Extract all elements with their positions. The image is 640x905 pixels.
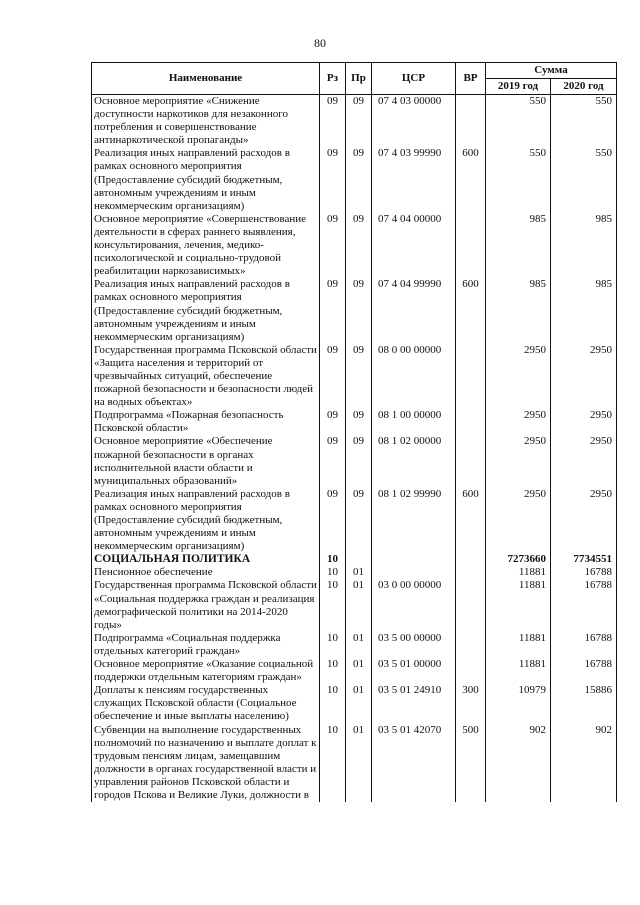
cell-name: Основное мероприятие «Совершенствование деятельности в сферах раннего выявления, консультирования, лечения, медико-психологической и социально-трудовой реабилитации наркозависимых» [92, 213, 320, 278]
cell-2019: 10979 [486, 684, 551, 723]
cell-name: Субвенции на выполнение государственных полномочий по назначению и выплате доплат к трудовым пенсиям лицам, замещавшим должности в органах государственной власти и управления районов Псковской области и городов Пскова и Великие Луки, должности в [92, 724, 320, 803]
cell-name: Государственная программа Псковской области «Защита населения и территорий от чрезвычайных ситуаций, обеспечение пожарной безопасности и безопасности людей на водных объектах» [92, 344, 320, 409]
header-vr: ВР [456, 63, 486, 95]
table-body [92, 95, 617, 803]
cell-2020: 2950 [551, 488, 617, 553]
cell-vr [456, 95, 486, 148]
cell-csr: 03 0 00 00000 [372, 579, 456, 631]
page-number: 80 [314, 36, 326, 50]
table-row [92, 684, 617, 723]
cell-csr: 03 5 01 42070 [372, 724, 456, 803]
budget-table [91, 62, 617, 802]
cell-vr [456, 213, 486, 278]
table-row [92, 632, 617, 658]
cell-vr [456, 566, 486, 579]
cell-rz: 10 [320, 632, 346, 658]
cell-name: Пенсионное обеспечение [92, 566, 320, 579]
cell-csr: 08 1 02 00000 [372, 435, 456, 487]
cell-pr: 09 [346, 213, 372, 278]
cell-csr [372, 566, 456, 579]
cell-2020: 902 [551, 724, 617, 803]
cell-vr [456, 344, 486, 409]
cell-rz: 09 [320, 213, 346, 278]
cell-2019: 2950 [486, 488, 551, 553]
cell-vr: 500 [456, 724, 486, 803]
header-sum: Сумма [486, 63, 617, 79]
cell-2019: 11881 [486, 658, 551, 684]
cell-2019: 2950 [486, 435, 551, 487]
cell-2019: 550 [486, 147, 551, 212]
cell-2020: 550 [551, 95, 617, 148]
cell-2019: 11881 [486, 632, 551, 658]
table-row [92, 95, 617, 148]
header-rz: Рз [320, 63, 346, 95]
cell-name: СОЦИАЛЬНАЯ ПОЛИТИКА [92, 553, 320, 566]
cell-2019: 985 [486, 278, 551, 343]
cell-rz: 10 [320, 684, 346, 723]
cell-vr: 600 [456, 147, 486, 212]
header-2020: 2020 год [551, 79, 617, 95]
table-row [92, 344, 617, 409]
cell-vr [456, 435, 486, 487]
cell-2020: 985 [551, 213, 617, 278]
cell-2019: 550 [486, 95, 551, 148]
cell-csr: 08 0 00 00000 [372, 344, 456, 409]
header-pr: Пр [346, 63, 372, 95]
header-name: Наименование [92, 63, 320, 95]
cell-csr: 07 4 04 00000 [372, 213, 456, 278]
cell-vr [456, 658, 486, 684]
cell-vr [456, 579, 486, 631]
table-row [92, 213, 617, 278]
cell-2019: 7273660 [486, 553, 551, 566]
cell-vr [456, 632, 486, 658]
cell-rz: 09 [320, 147, 346, 212]
cell-pr: 01 [346, 566, 372, 579]
cell-2019: 2950 [486, 409, 551, 435]
cell-2020: 16788 [551, 658, 617, 684]
cell-2020: 550 [551, 147, 617, 212]
table-row [92, 147, 617, 212]
table-row [92, 278, 617, 343]
cell-rz: 10 [320, 553, 346, 566]
cell-name: Реализация иных направлений расходов в рамках основного мероприятия (Предоставление субсидий бюджетным, автономным учреждениям и иным некоммерческим организациям) [92, 278, 320, 343]
cell-vr [456, 553, 486, 566]
table-row [92, 579, 617, 631]
cell-pr: 09 [346, 344, 372, 409]
cell-pr: 09 [346, 95, 372, 148]
cell-rz: 09 [320, 344, 346, 409]
cell-2020: 985 [551, 278, 617, 343]
cell-2020: 2950 [551, 344, 617, 409]
cell-csr: 03 5 01 00000 [372, 658, 456, 684]
cell-vr: 600 [456, 488, 486, 553]
cell-rz: 09 [320, 435, 346, 487]
cell-2020: 15886 [551, 684, 617, 723]
table-row [92, 658, 617, 684]
cell-name: Реализация иных направлений расходов в рамках основного мероприятия (Предоставление субсидий бюджетным, автономным учреждениям и иным некоммерческим организациям) [92, 488, 320, 553]
header-2019: 2019 год [486, 79, 551, 95]
cell-pr: 01 [346, 579, 372, 631]
header-csr: ЦСР [372, 63, 456, 95]
cell-pr: 01 [346, 658, 372, 684]
cell-name: Основное мероприятие «Обеспечение пожарной безопасности в органах исполнительной власти области и муниципальных образований» [92, 435, 320, 487]
cell-2020: 2950 [551, 409, 617, 435]
cell-vr: 300 [456, 684, 486, 723]
cell-name: Основное мероприятие «Снижение доступности наркотиков для незаконного потребления и совершенствование антинаркотической пропаганды» [92, 95, 320, 148]
cell-pr: 09 [346, 409, 372, 435]
cell-csr: 07 4 04 99990 [372, 278, 456, 343]
cell-pr [346, 553, 372, 566]
table-header [92, 63, 617, 95]
cell-rz: 10 [320, 724, 346, 803]
cell-csr: 08 1 02 99990 [372, 488, 456, 553]
cell-2019: 985 [486, 213, 551, 278]
cell-pr: 09 [346, 488, 372, 553]
cell-rz: 10 [320, 579, 346, 631]
cell-csr: 07 4 03 99990 [372, 147, 456, 212]
cell-pr: 09 [346, 278, 372, 343]
table-row [92, 435, 617, 487]
cell-vr [456, 409, 486, 435]
cell-2019: 11881 [486, 566, 551, 579]
cell-rz: 09 [320, 278, 346, 343]
cell-name: Реализация иных направлений расходов в рамках основного мероприятия (Предоставление субсидий бюджетным, автономным учреждениям и иным некоммерческим организациям) [92, 147, 320, 212]
cell-name: Основное мероприятие «Оказание социальной поддержки отдельным категориям граждан» [92, 658, 320, 684]
table-row [92, 409, 617, 435]
cell-name: Подпрограмма «Социальная поддержка отдельных категорий граждан» [92, 632, 320, 658]
cell-rz: 09 [320, 95, 346, 148]
cell-2019: 11881 [486, 579, 551, 631]
cell-rz: 10 [320, 566, 346, 579]
cell-name: Государственная программа Псковской области «Социальная поддержка граждан и реализация демографической политики на 2014-2020 годы» [92, 579, 320, 631]
cell-name: Подпрограмма «Пожарная безопасность Псковской области» [92, 409, 320, 435]
cell-pr: 09 [346, 435, 372, 487]
table-row [92, 566, 617, 579]
cell-pr: 01 [346, 684, 372, 723]
cell-csr: 07 4 03 00000 [372, 95, 456, 148]
cell-rz: 09 [320, 409, 346, 435]
cell-rz: 09 [320, 488, 346, 553]
section-row [92, 553, 617, 566]
cell-2019: 2950 [486, 344, 551, 409]
cell-vr: 600 [456, 278, 486, 343]
cell-csr: 03 5 00 00000 [372, 632, 456, 658]
cell-2020: 7734551 [551, 553, 617, 566]
cell-pr: 01 [346, 632, 372, 658]
cell-2020: 16788 [551, 632, 617, 658]
table-row [92, 724, 617, 803]
cell-csr: 08 1 00 00000 [372, 409, 456, 435]
table-row [92, 488, 617, 553]
cell-2020: 16788 [551, 579, 617, 631]
cell-rz: 10 [320, 658, 346, 684]
cell-2020: 16788 [551, 566, 617, 579]
cell-name: Доплаты к пенсиям государственных служащих Псковской области (Социальное обеспечение и иные выплаты населению) [92, 684, 320, 723]
cell-pr: 09 [346, 147, 372, 212]
cell-pr: 01 [346, 724, 372, 803]
cell-2019: 902 [486, 724, 551, 803]
cell-csr: 03 5 01 24910 [372, 684, 456, 723]
cell-2020: 2950 [551, 435, 617, 487]
cell-csr [372, 553, 456, 566]
